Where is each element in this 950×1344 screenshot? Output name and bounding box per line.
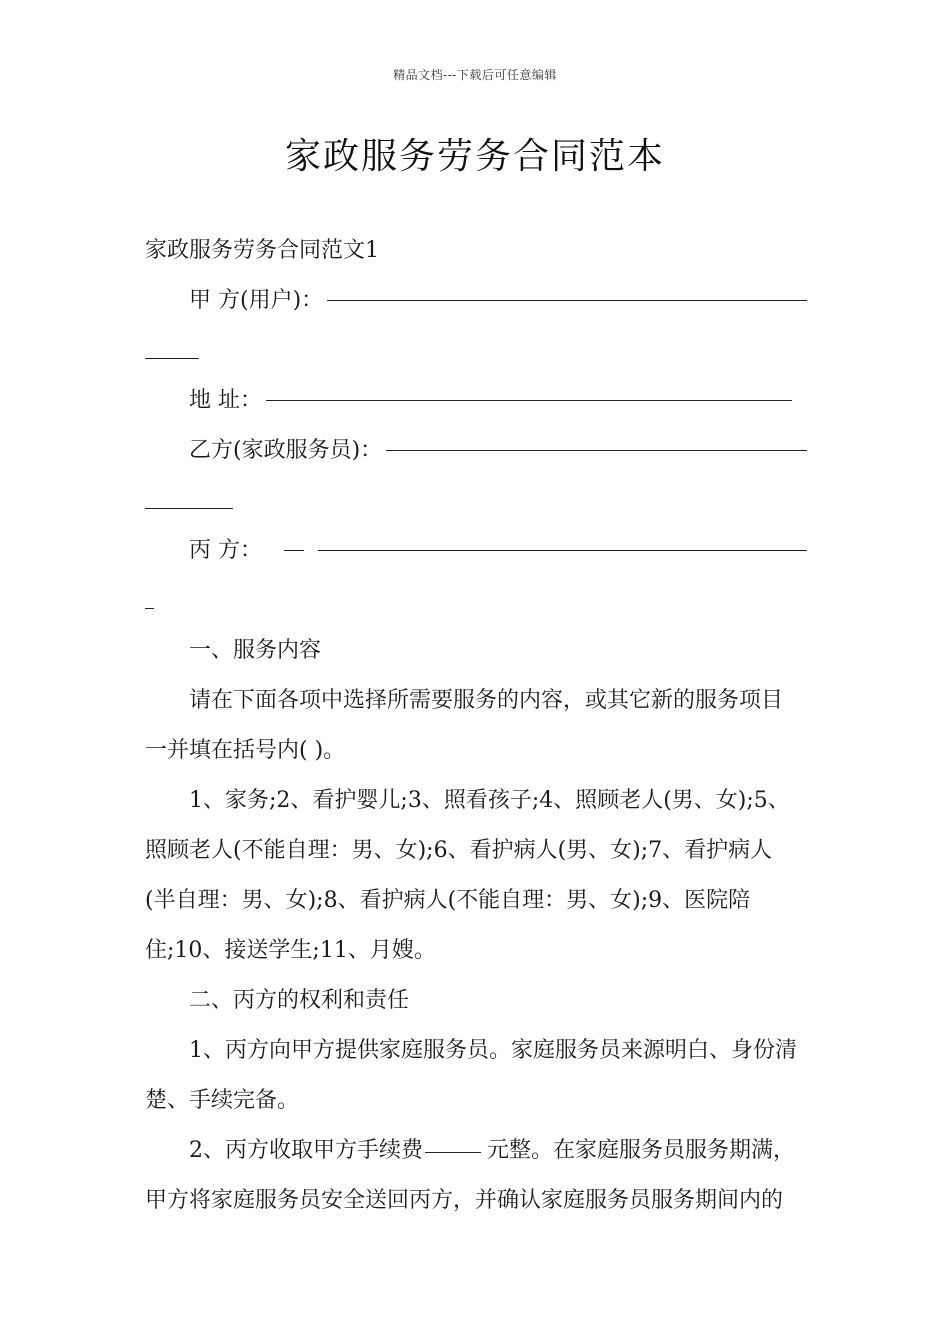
party-b-row [145,426,807,476]
party-a-label: 甲 方(用户)： [189,288,324,313]
section2-paragraph1-line1: 1、丙方向甲方提供家庭服务员。家庭服务员来源明白、身份清 [189,1038,797,1063]
page-title: 家政服务劳务合同范本 [284,136,665,177]
party-c-blank[interactable] [318,550,807,551]
section1-paragraph2-line4: 住;10、接送学生;11、月嫂。 [145,938,436,963]
fee-blank[interactable] [425,1151,481,1153]
address-label: 地 址： [189,388,262,413]
party-a-blank[interactable] [327,300,807,301]
section1-paragraph2-line1: 1、家务;2、看护婴儿;3、照看孩子;4、照顾老人(男、女);5、 [189,788,790,813]
party-a-row [145,276,807,326]
section1-paragraph2-line2: 照顾老人(不能自理：男、女);6、看护病人(男、女);7、看护病人 [145,838,773,863]
section1-paragraph2-line3: (半自理：男、女);8、看护病人(不能自理：男、女);9、医院陪 [145,888,751,913]
section1-heading: 一、服务内容 [189,638,322,663]
party-c-label: 丙 方： [189,538,262,563]
fee-text-after: 元整。在家庭服务员服务期满， [487,1138,796,1163]
party-b-blank-continued [145,476,807,526]
section2-paragraph1-line2: 楚、手续完备。 [145,1088,300,1113]
section2-paragraph2-line2: 甲方将家庭服务员安全送回丙方，并确认家庭服务员服务期间内的 [145,1188,784,1213]
party-c-row [145,526,807,576]
contract-subtitle: 家政服务劳务合同范文1 [145,238,379,263]
party-c-blank-continued [145,576,807,626]
section1-paragraph1-line1: 请在下面各项中选择所需要服务的内容，或其它新的服务项目 [189,688,784,713]
document-body [145,226,807,1226]
section2-heading: 二、丙方的权利和责任 [189,988,410,1013]
fee-text-before: 2、丙方收取甲方手续费 [189,1138,423,1163]
party-a-blank-continued [145,326,807,376]
party-b-blank[interactable] [386,450,807,451]
address-row [145,376,807,426]
section1-paragraph1-line2: 一并填在括号内( )。 [145,738,346,763]
party-b-label: 乙方(家政服务员)： [189,438,383,463]
party-c-blank-short[interactable] [284,550,304,551]
header-note: 精品文档---下载后可任意编辑 [393,68,557,82]
address-blank[interactable] [266,400,792,401]
section2-paragraph2-line1 [145,1126,807,1176]
